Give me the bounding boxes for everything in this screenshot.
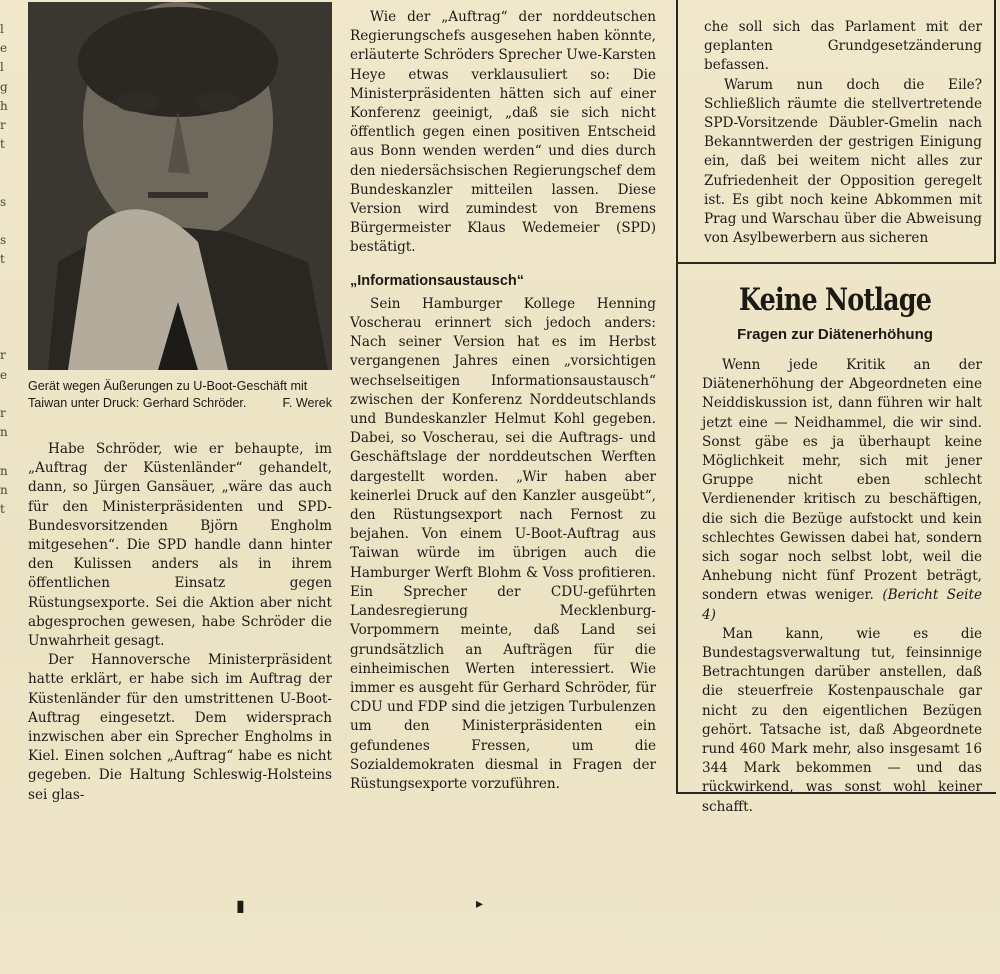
column-1: [28, 440, 332, 805]
left-edge-char: n: [0, 463, 8, 478]
left-edge-char: r: [0, 406, 6, 421]
left-edge-char: [0, 289, 12, 308]
caption-text: Gerät wegen Äußerungen zu U-Boot-Geschäft mit Taiwan unter Druck: Gerhard Schröder.: [28, 379, 308, 410]
left-edge-char: e: [0, 367, 8, 382]
left-edge-char: [0, 327, 12, 346]
left-edge-char: n: [0, 482, 8, 497]
left-edge-char: r: [0, 118, 6, 133]
left-edge-char: g: [0, 79, 8, 94]
box-body: [702, 356, 982, 817]
col2-paragraph-2: Sein Hamburger Kollege Henning Voscherau erinnert sich jedoch anders: Nach seiner Version hat es im Herbst vergangenen Jahres einen „vorsichtigen wechselseitigen Informationsaustausch“ zwischen der Konferenz Norddeutschlands und Bundeskanzler Helmut Kohl gegeben. Dabei, so Voscherau, sei die Auftrags- und Geschäftslage der norddeutschen Werften dargestellt worden. „Wir haben aber keinerlei Druck auf den Kanzler ausgeübt“, den Rüstungsexport nach Fernost zu bejahen. Von einem U-Boot-Auftrag aus Taiwan würde im übrigen auch die Hamburger Werft Blohm & Voss profitieren. Ein Sprecher der CDU-geführten Landesregierung Mecklenburg-Vorpommern meinte, daß Land sei grundsätzlich an Aufträgen für die einheimischen Werten interessiert. Wie immer es ausgeht für Gerhard Schröder, für CDU und FDP sind die jetzigen Turbulenzen um den Ministerpräsidenten ein gefundenes Fressen, um die Sozialdemokraten diesmal in Fragen der Rüstungsexporte vorzuführen.: [350, 295, 656, 792]
box-subheadline: Fragen zur Diätenerhöhung: [737, 326, 933, 343]
box-paragraph-2: Man kann, wie es die Bundestagsverwaltung tut, feinsinnige Betrachtungen darüber anstellen, daß die steuerfreie Kostenpauschale gar nicht zu den eigentlichen Bezügen gehört. Tatsache ist, daß Abgeordnete rund 460 Mark mehr, also insgesamt 16 344 Mark bekommen — und das rückwirkend, was sonst wohl keiner schafft.: [702, 625, 982, 815]
box-paragraph-1: [702, 356, 982, 625]
left-edge-char: h: [0, 98, 8, 113]
left-edge-char: e: [0, 41, 8, 56]
col2-paragraph-1: Wie der „Auftrag“ der norddeutschen Regierungschefs ausgesehen haben könnte, erläuterte Schröders Sprecher Uwe-Karsten Heye etwas verklausuliert so: Die Ministerpräsidenten hätten sich auf einer Konferenz geeinigt, „daß sie sich nicht öffentlich gegen einen positiven Entscheid aus Bonn wenden werden“ und dies durch den niedersächsischen Regierungschef dem Bundeskanzler mitteilen lassen. Diese Version wird zumindest von Bremens Bürgermeister Klaus Wedemeier (SPD) bestätigt.: [350, 9, 657, 256]
left-edge-char: l: [0, 22, 4, 36]
column-3-top: [704, 18, 982, 248]
left-edge-char: s: [0, 194, 7, 209]
photo-caption: [28, 378, 332, 412]
col1-paragraph: Habe Schröder, wie er behaupte, im „Auftrag der Küstenländer“ gehandelt, dann, so Jürgen Gansäuer, „wäre das auch für den Ministerpräsidenten und SPD-Bundesvorsitzenden Björn Engholm mitgesehen“. Die SPD handle dann hinter den Kulissen anders als in ihrem öffentlichen Einsatz gegen Rüstungsexporte. Sei die Aktion aber nicht abgesprochen gewesen, habe Schröder die Unwahrheit gesagt.: [28, 441, 332, 650]
left-edge-char: r: [0, 348, 6, 363]
portrait-photo: [28, 2, 332, 370]
left-edge-char: n: [0, 425, 8, 440]
left-edge-char: t: [0, 252, 5, 267]
photo-credit: F. Werek: [282, 396, 332, 410]
left-edge-char: [0, 154, 12, 173]
left-edge-char: [0, 442, 12, 461]
portrait-illustration: [28, 2, 332, 370]
left-edge-char: l: [0, 60, 4, 75]
column-rule-right: [994, 0, 996, 262]
box-paragraph-1-text: Wenn jede Kritik an der Diätenerhöhung der Abgeordneten eine Neiddiskussion ist, dann führen wir halt jetzt eine — Neidhammel, die wir sind. Sonst gäbe es ja überhaupt keine Möglichkeit mehr, sich mit jener Gruppe nicht eben schlecht Verdienender kritisch zu beschäftigen, die sich die Bezüge aufstockt und kein schlechtes Gewissen dabei hat, sondern sich sogar noch selbst lobt, weil die Anhebung nicht fünf Prozent beträgt, sondern etwas weniger.: [702, 357, 982, 604]
col3-paragraph: Warum nun doch die Eile? Schließlich räumte die stellvertretende SPD-Vorsitzende Däubler-Gmelin nach Bekanntwerden der gestrigen Einigung ein, daß bei weitem nicht alles zur Zufriedenheit der Opposition geregelt ist. Es gibt noch keine Abkommen mit Prag und Warschau über die Abweisung von Asylbewerbern aus sicheren: [704, 76, 982, 247]
left-edge-char: t: [0, 502, 5, 517]
left-edge-char: [0, 385, 12, 404]
left-edge-char: t: [0, 137, 5, 152]
left-edge-char: [0, 308, 12, 327]
col2-subheading: „Informationsaustausch“: [350, 272, 525, 289]
box-reference: (Bericht Seite 4): [702, 587, 982, 623]
col1-paragraph: Der Hannoversche Ministerpräsident hatte erklärt, er habe sich im Auftrag der Küstenländer für den umstrittenen U-Boot-Auftrag eingesetzt. Dem widersprach inzwischen aber ein Sprecher Engholms in Kiel. Einen solchen „Auftrag“ habe es nicht gegeben. Die Haltung Schleswig-Holsteins sei glas-: [28, 652, 332, 803]
column-2: [350, 8, 656, 794]
left-edge-char: [0, 270, 12, 289]
left-edge-char: [0, 174, 12, 193]
left-edge-char: s: [0, 233, 7, 248]
scan-mark: ▮: [236, 896, 245, 915]
col3-continued-text: che soll sich das Parlament mit der geplanten Grundgesetzänderung befassen.: [704, 19, 982, 74]
column-rule: [676, 0, 678, 262]
scan-mark: ▸: [476, 896, 484, 912]
box-headline: Keine Notlage: [738, 282, 932, 318]
left-edge-cut-text: [0, 20, 12, 519]
left-edge-char: [0, 212, 12, 231]
